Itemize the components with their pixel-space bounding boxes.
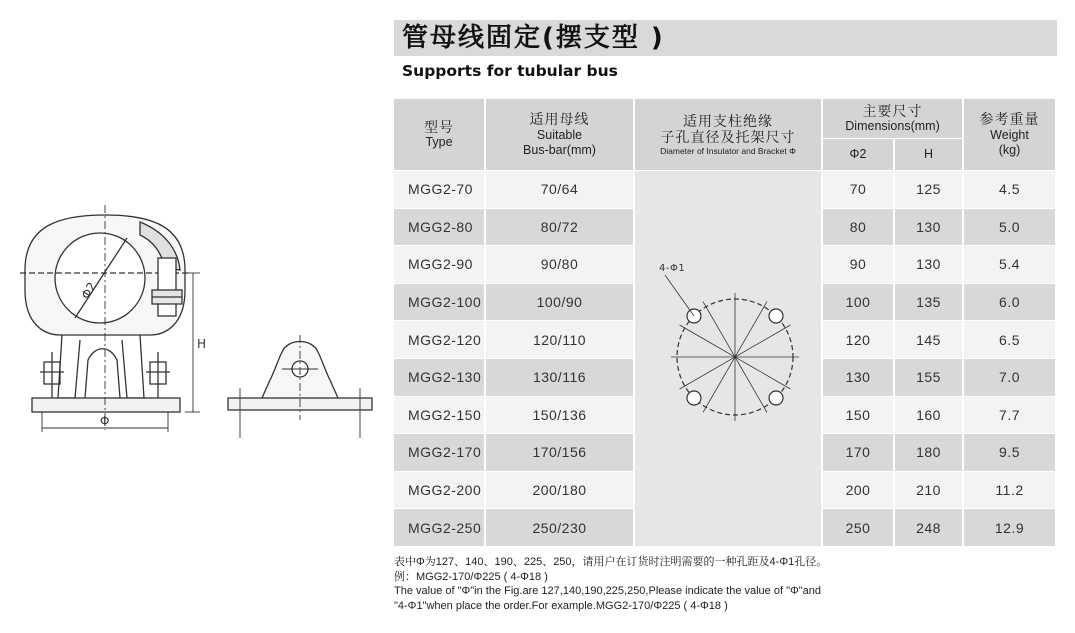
cell-type: MGG2-80 xyxy=(394,209,486,247)
cell-phi2: 120 xyxy=(823,321,895,359)
phi2-label: Φ2 xyxy=(78,279,100,302)
header-dimensions: 主要尺寸 Dimensions(mm) xyxy=(823,99,964,139)
hole-pattern-cell xyxy=(635,171,823,547)
cell-h: 125 xyxy=(895,171,964,209)
leader-line xyxy=(665,275,694,316)
cell-type: MGG2-120 xyxy=(394,321,486,359)
cell-weight: 6.5 xyxy=(964,321,1057,359)
page-title-en: Supports for tubular bus xyxy=(402,62,618,80)
technical-drawings xyxy=(0,0,390,633)
note-line-4: "4-Φ1"when place the order.For example.MGG2-170/Φ225 ( 4-Φ18 ) xyxy=(394,599,728,612)
bolt-hole xyxy=(687,391,701,405)
header-diameter: 适用支柱绝缘 子孔直径及托架尺寸 Diameter of Insulator and Bracket Φ xyxy=(635,99,823,171)
cell-busbar: 170/156 xyxy=(486,434,635,472)
note-line-1: 表中Φ为127、140、190、225、250，请用户在订货时注明需要的一种孔距及4-Φ1孔径。 xyxy=(394,556,828,568)
cell-busbar: 100/90 xyxy=(486,284,635,322)
cell-type: MGG2-70 xyxy=(394,171,486,209)
cell-type: MGG2-130 xyxy=(394,359,486,397)
cell-phi2: 250 xyxy=(823,509,895,547)
cell-type: MGG2-150 xyxy=(394,397,486,435)
table-row xyxy=(394,171,1057,209)
hole-pattern-diagram xyxy=(635,171,821,543)
notes xyxy=(394,555,827,613)
cell-busbar: 250/230 xyxy=(486,509,635,547)
cell-h: 180 xyxy=(895,434,964,472)
header-busbar: 适用母线 Suitable Bus-bar(mm) xyxy=(486,99,635,171)
note-line-2: 例：MGG2-170/Φ225 ( 4-Φ18 ) xyxy=(394,570,548,583)
cell-h: 160 xyxy=(895,397,964,435)
header-type: 型号 Type xyxy=(394,99,486,171)
spec-table xyxy=(394,99,1057,547)
cell-weight: 12.9 xyxy=(964,509,1057,547)
cell-h: 210 xyxy=(895,472,964,510)
cell-weight: 9.5 xyxy=(964,434,1057,472)
cell-type: MGG2-100 xyxy=(394,284,486,322)
cell-h: 130 xyxy=(895,209,964,247)
cell-type: MGG2-250 xyxy=(394,509,486,547)
cell-type: MGG2-200 xyxy=(394,472,486,510)
cell-phi2: 100 xyxy=(823,284,895,322)
note-line-3: The value of "Φ"in the Fig.are 127,140,190,225,250,Please indicate the value of "Φ"and xyxy=(394,585,822,597)
cell-type: MGG2-170 xyxy=(394,434,486,472)
phi-label: Φ xyxy=(100,414,110,428)
header-h: H xyxy=(895,139,964,171)
cell-h: 155 xyxy=(895,359,964,397)
page-title-cn: 管母线固定(摆支型 ) xyxy=(402,23,665,53)
cell-phi2: 200 xyxy=(823,472,895,510)
cell-h: 130 xyxy=(895,246,964,284)
cell-busbar: 80/72 xyxy=(486,209,635,247)
cell-busbar: 120/110 xyxy=(486,321,635,359)
bolt-hole xyxy=(769,309,783,323)
cell-h: 248 xyxy=(895,509,964,547)
cell-weight: 5.4 xyxy=(964,246,1057,284)
cell-busbar: 150/136 xyxy=(486,397,635,435)
cell-phi2: 90 xyxy=(823,246,895,284)
cell-weight: 11.2 xyxy=(964,472,1057,510)
cell-h: 135 xyxy=(895,284,964,322)
cell-weight: 4.5 xyxy=(964,171,1057,209)
cell-phi2: 170 xyxy=(823,434,895,472)
cell-phi2: 130 xyxy=(823,359,895,397)
clamp-front-view xyxy=(20,205,200,432)
cell-phi2: 80 xyxy=(823,209,895,247)
cell-busbar: 200/180 xyxy=(486,472,635,510)
cell-phi2: 150 xyxy=(823,397,895,435)
header-weight: 参考重量 Weight (kg) xyxy=(964,99,1057,171)
cell-busbar: 70/64 xyxy=(486,171,635,209)
clamp-side-view xyxy=(228,335,372,438)
cell-busbar: 130/116 xyxy=(486,359,635,397)
h-label: H xyxy=(197,337,207,351)
header-phi2: Φ2 xyxy=(823,139,895,171)
cell-phi2: 70 xyxy=(823,171,895,209)
cell-weight: 6.0 xyxy=(964,284,1057,322)
cell-weight: 5.0 xyxy=(964,209,1057,247)
cell-type: MGG2-90 xyxy=(394,246,486,284)
cell-weight: 7.7 xyxy=(964,397,1057,435)
cell-weight: 7.0 xyxy=(964,359,1057,397)
cell-h: 145 xyxy=(895,321,964,359)
bolt-hole xyxy=(769,391,783,405)
cell-busbar: 90/80 xyxy=(486,246,635,284)
hole-label: 4-Φ1 xyxy=(659,263,686,274)
